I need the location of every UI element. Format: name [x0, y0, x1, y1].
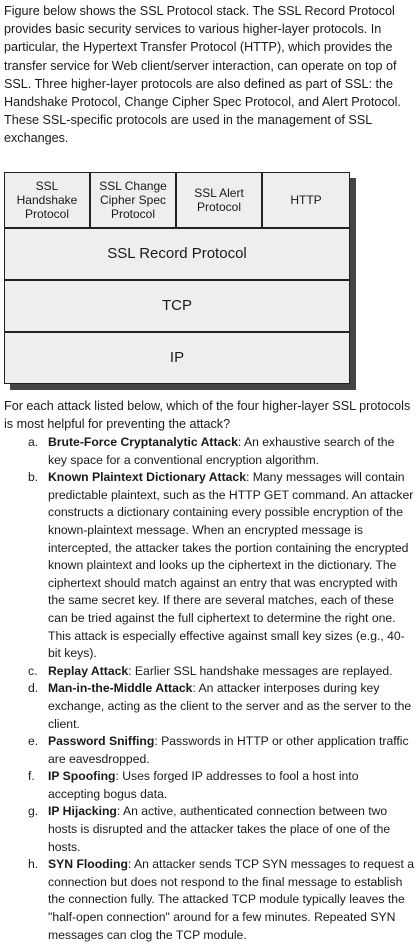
ssl-protocol-stack-diagram — [4, 172, 356, 390]
attack-note: This attack is especially effective against small key sizes (e.g., 40-bit keys). — [48, 628, 405, 661]
list-marker: e. — [28, 734, 39, 749]
ssl-record-protocol-box: SSL Record Protocol — [4, 228, 350, 280]
intro-paragraph: Figure below shows the SSL Protocol stack. The SSL Record Protocol provides basic security services to various higher-layer protocols. In particular, the Hypertext Transfer Protocol (HTTP), which provides the transfer service for Web client/server interaction, can operate on top of SSL. Three higher-layer protocols are also defined as part of SSL: the Handshake Protocol, Change Cipher Spec Protocol, and Alert Protocol. These SSL-specific protocols are used in the management of SSL exchanges. — [4, 4, 401, 146]
list-item — [0, 680, 420, 733]
list-marker: f. — [28, 769, 35, 784]
list-item — [0, 733, 420, 768]
attack-name: IP Hijacking — [48, 804, 117, 819]
attack-description: : An attacker sends TCP SYN messages to request a connection but does not respond to the final message to establish the connection fully. The attacked TCP module typically leaves the "half-open connection" around for a few minutes. Repeated SYN messages can clog the TCP module. — [48, 857, 414, 942]
attack-description: : An exhaustive search of the key space for a conventional encryption algorithm. — [48, 435, 395, 467]
list-item — [0, 856, 420, 944]
attack-name: Brute-Force Cryptanalytic Attack — [48, 435, 238, 449]
ssl-change-cipher-spec-box: SSL Change Cipher Spec Protocol — [90, 172, 176, 228]
attack-description: : Uses forged IP addresses to fool a host into accepting bogus data. — [48, 769, 359, 801]
attack-list — [0, 434, 420, 944]
attack-description: : An active, authenticated connection between two hosts is disrupted and the attacker takes the place of one of the hosts. — [48, 804, 391, 854]
list-marker: g. — [28, 804, 39, 819]
attack-description: : Passwords in HTTP or other application traffic are eavesdropped. — [48, 734, 409, 766]
attack-name: Replay Attack — [48, 663, 129, 678]
attack-description: : An attacker interposes during key exchange, acting as the client to the server and as the server to the client. — [48, 681, 412, 731]
list-marker: c. — [28, 663, 38, 678]
list-item — [0, 434, 420, 469]
attack-description: : Many messages will contain predictable plaintext, such as the HTTP GET command. An attacker constructs a dictionary containing every possible encryption of the known-plaintext message. When an encrypted message is intercepted, the attacker takes the portion containing the encrypted known plaintext and looks up the ciphertext in the dictionary. The ciphertext should match against an entry that was encrypted with the same secret key. If there are several matches, each of these can be tried against the full ciphertext to determine the right one. — [48, 470, 414, 625]
list-marker: b. — [28, 470, 39, 485]
attack-name: SYN Flooding — [48, 857, 128, 872]
list-item — [0, 663, 420, 681]
list-item — [0, 803, 420, 856]
stack-shadow-right — [350, 178, 356, 390]
question-text: For each attack listed below, which of the four higher-layer SSL protocols is most helpful for preventing the attack? — [4, 399, 411, 431]
stack-shadow-bottom — [10, 384, 356, 390]
list-marker: h. — [28, 857, 39, 872]
list-marker: d. — [28, 681, 39, 696]
list-item — [0, 768, 420, 803]
http-box: HTTP — [262, 172, 350, 228]
ssl-handshake-protocol-box: SSL Handshake Protocol — [4, 172, 90, 228]
ip-box: IP — [4, 332, 350, 384]
ssl-alert-protocol-box: SSL Alert Protocol — [176, 172, 262, 228]
attack-name: Known Plaintext Dictionary Attack — [48, 470, 246, 485]
attack-name: IP Spoofing — [48, 769, 116, 784]
attack-name: Password Sniffing — [48, 734, 155, 749]
attack-name: Man-in-the-Middle Attack — [48, 681, 193, 696]
list-item — [0, 469, 420, 663]
tcp-box: TCP — [4, 280, 350, 332]
list-marker: a. — [28, 435, 39, 449]
attack-description: : Earlier SSL handshake messages are replayed. — [128, 663, 393, 678]
